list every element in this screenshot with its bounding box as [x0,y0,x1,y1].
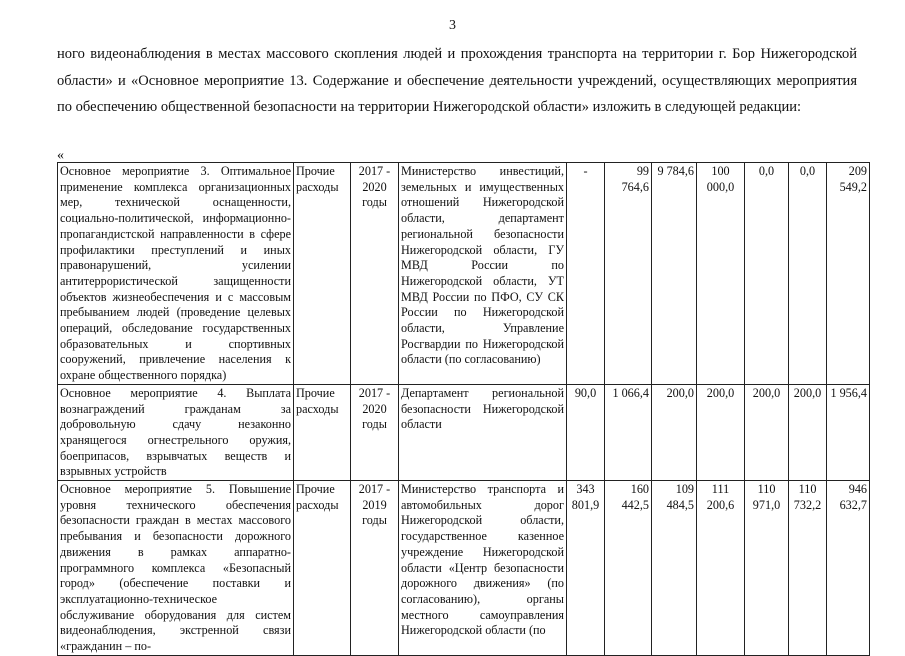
measure-name: Основное мероприятие 5. Повышение уровня технического обеспечения безопасности граждан в местах массового пребывания и безопасности дорожного движения в рамках аппаратно-программного комплекса «Безопасный город» (обеспечение поставки и эксплуатационно-техническое обслуживание оборудования для систем видеонаблюдения, экстренной связи «гражданин – по- [58,481,294,656]
table-row [58,481,870,656]
expense-type: Прочие расходы [294,163,351,385]
amount-cell: 1 066,4 [605,384,652,480]
table-row [58,163,870,385]
amount-cell: 200,0 [697,384,745,480]
measure-name: Основное мероприятие 3. Оптимальное применение комплекса организационных мер, технической оснащенности, социально-политической, информационно-пропагандистской направленности в сфере профилактики преступлений и иных правонарушений, усилении антитеррористической защищенности объектов жизнеобеспечения и с массовым пребыванием людей (проведение целевых операций, обследование государственных образовательных и спортивных сооружений, привлечение населения к охране общественного порядка) [58,163,294,385]
amount-cell: 9 784,6 [652,163,697,385]
period: 2017 - 2020 годы [351,384,399,480]
opening-quote-mark: « [57,148,64,163]
amount-cell: 110 732,2 [789,481,827,656]
amount-cell: 343 801,9 [567,481,605,656]
amount-cell: 100 000,0 [697,163,745,385]
expense-type: Прочие расходы [294,481,351,656]
amount-cell: 111 200,6 [697,481,745,656]
amount-cell: 99 764,6 [605,163,652,385]
amount-cell: 110 971,0 [745,481,789,656]
page-number: 3 [449,18,456,33]
amount-cell: - [567,163,605,385]
amount-cell: 109 484,5 [652,481,697,656]
measure-name: Основное мероприятие 4. Выплата вознаграждений гражданам за добровольную сдачу незаконно хранящегося огнестрельного оружия, боеприпасов, взрывчатых веществ и взрывных устройств [58,384,294,480]
amount-cell: 200,0 [789,384,827,480]
period: 2017 - 2020 годы [351,163,399,385]
amount-cell: 0,0 [745,163,789,385]
expense-type: Прочие расходы [294,384,351,480]
executor: Министерство транспорта и автомобильных дорог Нижегородской области, государственное казенное учреждение Нижегородской области «Центр безопасности дорожного движения» (по согласованию), органы местного самоуправления Нижегородской области (по [399,481,567,656]
total-cell: 209 549,2 [827,163,870,385]
executor: Департамент региональной безопасности Нижегородской области [399,384,567,480]
table-row [58,384,870,480]
total-cell: 1 956,4 [827,384,870,480]
amount-cell: 160 442,5 [605,481,652,656]
period: 2017 - 2019 годы [351,481,399,656]
intro-paragraph: ного видеонаблюдения в местах массового скопления людей и прохождения транспорта на территории г. Бор Нижегородской области» и «Основное мероприятие 13. Содержание и обеспечение деятельности учреждений, осуществляющих мероприятия по обеспечению общественной безопасности на территории Нижегородской области» изложить в следующей редакции: [57,46,857,115]
amount-cell: 200,0 [652,384,697,480]
amount-cell: 0,0 [789,163,827,385]
amount-cell: 200,0 [745,384,789,480]
amount-cell: 90,0 [567,384,605,480]
measures-table [57,162,870,656]
total-cell: 946 632,7 [827,481,870,656]
executor: Министерство инвестиций, земельных и имущественных отношений Нижегородской области, департамент региональной безопасности Нижегородской области, ГУ МВД России по Нижегородской области, УТ МВД России по ПФО, СУ СК России по Нижегородской области, Управление Росгвардии по Нижегородской области (по согласованию) [399,163,567,385]
